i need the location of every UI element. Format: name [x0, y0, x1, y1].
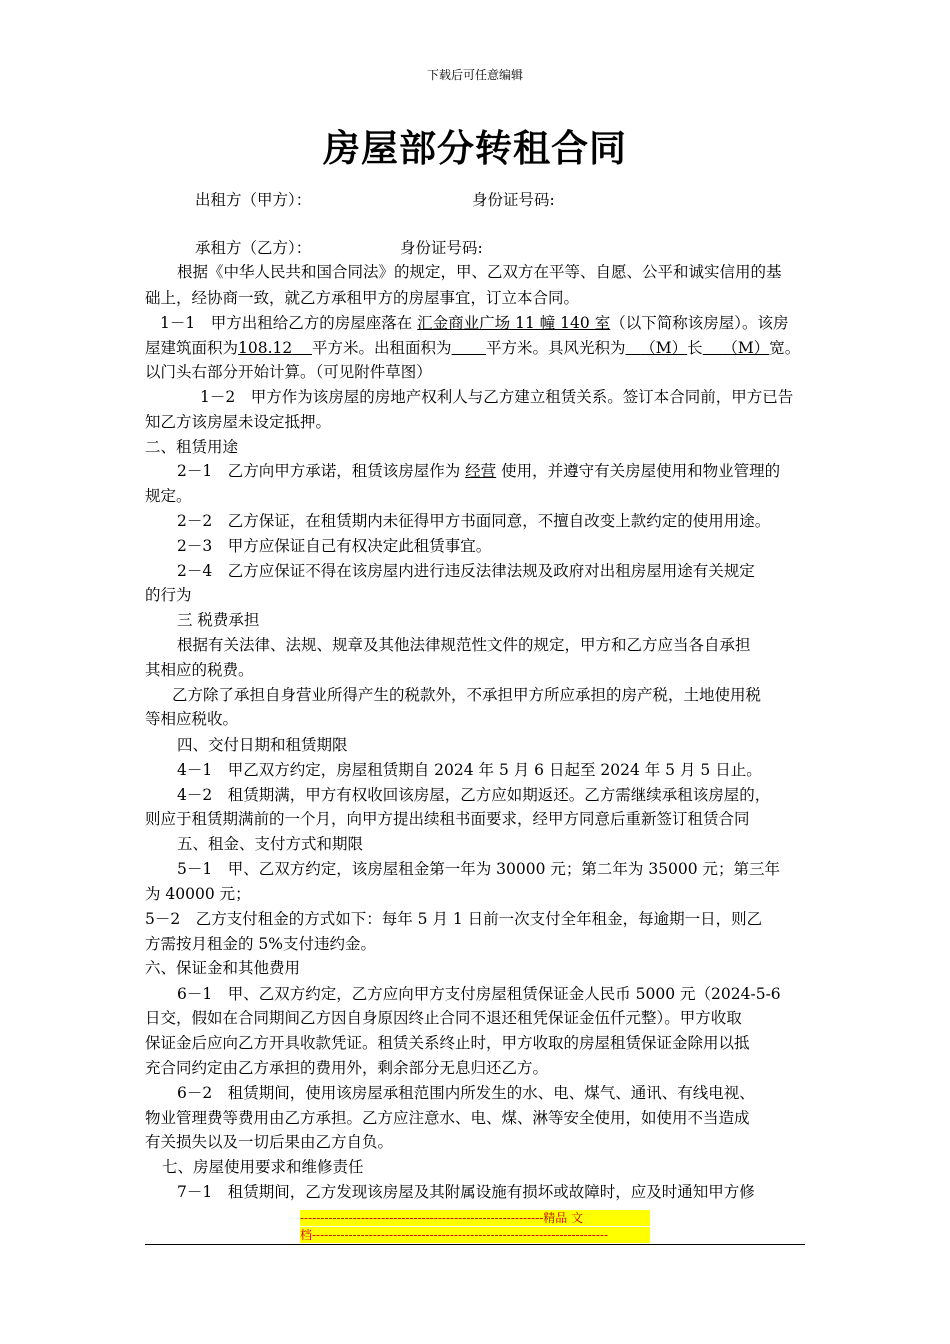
- width-blank: （M）: [722, 339, 770, 357]
- lessor-id-label: 身份证号码:: [472, 191, 555, 209]
- clause-5-1-line-2: 为 40000 元；: [145, 885, 251, 903]
- lessee-id-label: 身份证号码:: [400, 239, 483, 257]
- clause-1-1-suffix: （以下简称该房屋）。该房: [610, 314, 789, 332]
- clause-1-2-line-2: 知乙方该房屋未设定抵押。: [145, 413, 332, 431]
- width-label: 宽。: [769, 339, 801, 357]
- clause-2-4-line-2: 的行为: [145, 586, 192, 604]
- lessee-label: 承租方（乙方）：: [195, 239, 312, 257]
- clause-5-2-line-2: 方需按月租金的 5%支付违约金。: [145, 935, 377, 953]
- intro-line-2: 础上，经协商一致，就乙方承租甲方的房屋事宜，订立本合同。: [145, 289, 580, 307]
- clause-2-4-line-1: 2－4 乙方应保证不得在该房屋内进行违反法律法规及政府对出租房屋用途有关规定: [177, 562, 755, 580]
- section-3-para-1-line-1: 根据有关法律、法规、规章及其他法律规范性文件的规定，甲方和乙方应当各自承担: [177, 636, 751, 654]
- footer-watermark-1: ------------------------------------------------------------精品 文: [300, 1210, 650, 1226]
- clause-4-1: 4－1 甲乙双方约定，房屋租赁期自 2024 年 5 月 6 日起至 2024 年 5 月 5 日止。: [177, 761, 762, 779]
- clause-6-1-line-4: 充合同约定由乙方承担的费用外，剩余部分无息归还乙方。: [145, 1059, 549, 1077]
- property-address: 汇金商业广场 11 幢 140 室: [417, 314, 611, 332]
- footer-watermark-2: 档-------------------------------------------------------------------------: [300, 1227, 650, 1243]
- clause-1-1-area-label: 屋建筑面积为: [145, 339, 239, 357]
- lessor-label: 出租方（甲方）：: [195, 191, 312, 209]
- clause-2-1-prefix: 2－1 乙方向甲方承诺，租赁该房屋作为: [177, 462, 461, 480]
- intro-line-1: 根据《中华人民共和国合同法》的规定，甲、乙双方在平等、自愿、公平和诚实信用的基: [177, 263, 782, 281]
- section-7-heading: 七、房屋使用要求和维修责任: [162, 1158, 364, 1176]
- length-label: 长: [687, 339, 703, 357]
- section-5-heading: 五、租金、支付方式和期限: [177, 835, 364, 853]
- clause-1-1-prefix: 1－1 甲方出租给乙方的房屋座落在: [160, 314, 413, 332]
- clause-2-1-line-2: 规定。: [145, 487, 192, 505]
- clause-1-1-light-area-label: 平方米。具风光积为: [486, 339, 626, 357]
- clause-2-1-line-1: [177, 461, 780, 481]
- clause-2-2: 2－2 乙方保证，在租赁期内未征得甲方书面同意，不擅自改变上款约定的使用用途。: [177, 512, 771, 530]
- section-3-heading: 三 税费承担: [177, 611, 260, 629]
- clause-1-2-line-1: 1－2 甲方作为该房屋的房地产权利人与乙方建立租赁关系。签订本合同前，甲方已告: [200, 388, 794, 406]
- clause-1-1-rent-area-label: 平方米。出租面积为: [311, 339, 452, 357]
- rent-area-blank: [452, 339, 487, 357]
- clause-6-1-line-2: 日交，假如在合同期间乙方因自身原因终止合同不退还租凭保证金伍仟元整）。甲方收取: [145, 1009, 742, 1027]
- section-3-para-2-line-1: 乙方除了承担自身营业所得产生的税款外，不承担甲方所应承担的房产税，土地使用税: [172, 686, 762, 704]
- clause-6-2-line-2: 物业管理费等费用由乙方承担。乙方应注意水、电、煤、淋等安全使用，如使用不当造成: [145, 1109, 750, 1127]
- clause-1-1-line-2: [145, 338, 800, 358]
- clause-1-1-line-3: 以门头右部分开始计算。（可见附件草图）: [145, 363, 432, 381]
- clause-2-1-suffix: 使用，并遵守有关房屋使用和物业管理的: [501, 462, 781, 480]
- clause-2-3: 2－3 甲方应保证自己有权决定此租赁事宜。: [177, 537, 492, 555]
- section-3-para-1-line-2: 其相应的税费。: [145, 661, 254, 679]
- building-area: 108.12: [238, 339, 293, 357]
- clause-6-2-line-1: 6－2 租赁期间，使用该房屋承租范围内所发生的水、电、煤气、通讯、有线电视、: [177, 1084, 755, 1102]
- section-6-heading: 六、保证金和其他费用: [145, 959, 301, 977]
- section-4-heading: 四、交付日期和租赁期限: [177, 736, 348, 754]
- clause-4-2-line-2: 则应于租赁期满前的一个月，向甲方提出续租书面要求，经甲方同意后重新签订租赁合同: [145, 810, 750, 828]
- footer-rule: [145, 1244, 805, 1245]
- clause-4-2-line-1: 4－2 租赁期满，甲方有权收回该房屋，乙方应如期返还。乙方需继续承租该房屋的，: [177, 786, 771, 804]
- section-2-heading: 二、租赁用途: [145, 438, 239, 456]
- page-title: 房屋部分转租合同: [323, 127, 627, 170]
- usage-purpose: 经营: [465, 462, 497, 480]
- length-blank: （M）: [640, 339, 688, 357]
- section-3-para-2-line-2: 等相应税收。: [145, 710, 239, 728]
- clause-6-1-line-1: 6－1 甲、乙双方约定，乙方应向甲方支付房屋租赁保证金人民币 5000 元（2024-5-6: [177, 985, 781, 1003]
- clause-1-1-line-1: [160, 313, 788, 333]
- clause-5-2-line-1: 5－2 乙方支付租金的方式如下：每年 5 月 1 日前一次支付全年租金，每逾期一日，则乙: [145, 910, 763, 928]
- clause-6-2-line-3: 有关损失以及一切后果由乙方自负。: [145, 1133, 394, 1151]
- header-note: 下载后可任意编辑: [426, 68, 523, 82]
- clause-6-1-line-3: 保证金后应向乙方开具收款凭证。租赁关系终止时，甲方收取的房屋租赁保证金除用以抵: [145, 1034, 750, 1052]
- clause-7-1-line-1: 7－1 租赁期间，乙方发现该房屋及其附属设施有损坏或故障时，应及时通知甲方修: [177, 1183, 755, 1201]
- clause-5-1-line-1: 5－1 甲、乙双方约定，该房屋租金第一年为 30000 元；第二年为 35000 元；第三年: [177, 860, 781, 878]
